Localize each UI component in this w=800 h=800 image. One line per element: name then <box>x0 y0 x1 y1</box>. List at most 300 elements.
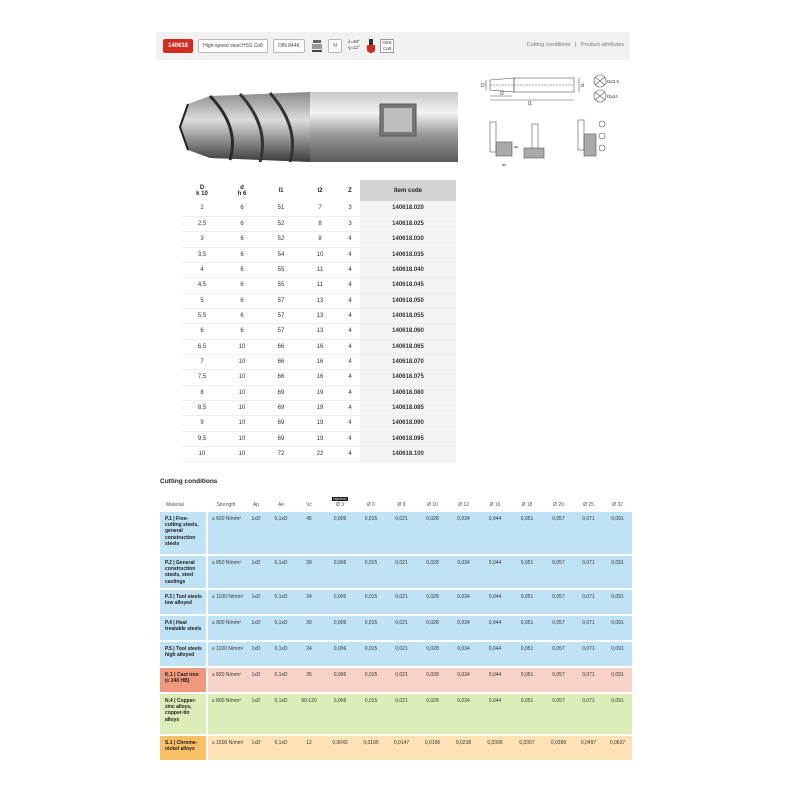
cutting-header-label: Ø 25 <box>583 502 594 508</box>
cutting-header-label: Ø 12 <box>458 502 469 508</box>
feed-value-cell: 0,006 <box>324 510 356 554</box>
feed-value-cell: 0,044 <box>479 666 511 692</box>
feed-value-cell: 0,051 <box>511 692 543 734</box>
feed-value-cell: 0,015 <box>356 640 386 666</box>
item-row[interactable] <box>182 278 456 293</box>
feed-value-cell: 0,0357 <box>511 734 543 760</box>
item-code-cell[interactable]: 140618.050 <box>360 293 456 308</box>
ae-cell: 0,1xD <box>268 510 294 554</box>
cutting-header-cell <box>417 492 448 510</box>
item-row[interactable] <box>182 370 456 385</box>
feed-value-cell: 0,028 <box>417 692 448 734</box>
vc-cell: 45 <box>294 510 324 554</box>
feed-value-cell: 0,051 <box>511 510 543 554</box>
feed-value-cell: 0,0105 <box>356 734 386 760</box>
item-cell: 66 <box>262 354 300 369</box>
item-code-cell[interactable]: 140618.065 <box>360 339 456 354</box>
item-cell: 4 <box>340 293 360 308</box>
cutting-header-cell <box>324 492 356 510</box>
cutting-header-cell <box>448 492 479 510</box>
large-diameter-label: D≥24 <box>607 94 618 99</box>
cutting-header-label: Material <box>166 502 184 508</box>
ap-cell: 1xD <box>244 734 268 760</box>
feed-value-cell: 0,071 <box>574 588 603 614</box>
cutting-conditions-title: Cutting conditions <box>160 478 218 485</box>
item-cell: 3 <box>182 232 222 247</box>
item-cell: 10 <box>300 247 340 262</box>
item-cell: 4 <box>340 339 360 354</box>
cutting-header-cell <box>479 492 511 510</box>
strength-cell: ≤ 800 N/mm² <box>208 692 244 734</box>
item-cell: 10 <box>222 400 262 415</box>
end-mill-image <box>170 82 460 177</box>
item-cell: 4 <box>340 400 360 415</box>
feed-value-cell: 0,0497 <box>574 734 603 760</box>
item-cell: 8,5 <box>182 400 222 415</box>
ap-cell: 1xD <box>244 554 268 588</box>
material-cell: P.3 | Tool steels low alloyed <box>160 588 208 614</box>
col-l1: l1 <box>278 187 284 194</box>
feed-value-cell: 0,028 <box>417 640 448 666</box>
feed-value-cell: 0,006 <box>324 614 356 640</box>
item-code-cell[interactable]: 140618.060 <box>360 324 456 339</box>
feed-value-cell: 0,021 <box>386 692 417 734</box>
ap-cell: 1xD <box>244 510 268 554</box>
feed-value-cell: 0,034 <box>448 554 479 588</box>
feed-value-cell: 0,091 <box>603 588 632 614</box>
cutting-header-label: Ae <box>277 502 285 508</box>
vc-cell: 35 <box>294 666 324 692</box>
item-cell: 4,5 <box>182 278 222 293</box>
ae-cell: 0,1xD <box>268 734 294 760</box>
cutting-header-label: Ø 20 <box>553 502 564 508</box>
item-cell: 2 <box>182 201 222 216</box>
item-cell: 2,5 <box>182 216 222 231</box>
ae-cell: 0,1xD <box>268 640 294 666</box>
item-cell: 11 <box>300 278 340 293</box>
item-cell: 6,5 <box>182 339 222 354</box>
item-row[interactable] <box>182 354 456 369</box>
cutting-header-label: Ap <box>252 502 260 508</box>
item-cell: 16 <box>300 354 340 369</box>
item-cell: 4 <box>340 354 360 369</box>
end-mill-type-icon <box>366 39 376 53</box>
item-row[interactable] <box>182 293 456 308</box>
item-cell: 51 <box>262 201 300 216</box>
item-cell: 16 <box>300 370 340 385</box>
item-cell: 19 <box>300 400 340 415</box>
item-code-cell[interactable]: 140618.025 <box>360 216 456 231</box>
feed-value-cell: 0,0042 <box>324 734 356 760</box>
item-cell: 66 <box>262 339 300 354</box>
feed-value-cell: 0,044 <box>479 510 511 554</box>
strength-cell: ≤ 1100 N/mm² <box>208 588 244 614</box>
feed-value-cell: 0,044 <box>479 640 511 666</box>
material-cell: P.2 | General construction steels, steel castings <box>160 554 208 588</box>
item-code-cell[interactable]: 140618.030 <box>360 232 456 247</box>
item-cell: 6 <box>182 324 222 339</box>
item-cell: 9 <box>182 416 222 431</box>
item-cell: 13 <box>300 324 340 339</box>
strength-cell: ≤ 1100 N/mm² <box>208 640 244 666</box>
col-D: D k 10 <box>196 184 208 197</box>
cutting-conditions-table <box>160 492 632 760</box>
feed-value-cell: 0,034 <box>448 614 479 640</box>
item-row[interactable] <box>182 247 456 262</box>
ae-cell: 0,1xD <box>268 614 294 640</box>
material-cell: P.4 | Heat treatable steels <box>160 614 208 640</box>
item-code-cell[interactable]: 140618.040 <box>360 262 456 277</box>
cutting-header-cell <box>543 492 574 510</box>
feed-value-cell: 0,006 <box>324 554 356 588</box>
ap-cell: 1xD <box>244 640 268 666</box>
item-cell: 57 <box>262 308 300 323</box>
feed-value-cell: 0,044 <box>479 588 511 614</box>
cutting-row <box>160 554 632 588</box>
cutting-header-label: Ø 3 <box>335 502 345 508</box>
item-cell: 5 <box>182 293 222 308</box>
item-row[interactable] <box>182 431 456 446</box>
feed-value-cell: 0,0196 <box>417 734 448 760</box>
feed-value-cell: 0,021 <box>386 640 417 666</box>
feed-value-cell: 0,044 <box>479 692 511 734</box>
feed-value-cell: 0,034 <box>448 692 479 734</box>
feed-value-cell: 0,015 <box>356 666 386 692</box>
item-code-cell[interactable]: 140618.070 <box>360 354 456 369</box>
cutting-header-label: Ø 16 <box>489 502 501 508</box>
item-cell: 11 <box>300 262 340 277</box>
feed-value-cell: 0,015 <box>356 554 386 588</box>
col-l2: l2 <box>317 187 323 194</box>
feed-value-cell: 0,057 <box>543 692 574 734</box>
item-cell: 6 <box>222 324 262 339</box>
item-code-cell[interactable]: 140618.100 <box>360 447 456 462</box>
cutting-header-label: Ø 32 <box>612 502 623 508</box>
item-code-cell[interactable]: 140618.020 <box>360 201 456 216</box>
item-cell: 6 <box>222 216 262 231</box>
ap-cell: 1xD <box>244 614 268 640</box>
item-cell: 6 <box>222 262 262 277</box>
ap-label: ap <box>514 144 519 149</box>
item-cell: 4 <box>182 262 222 277</box>
item-cell: 22 <box>300 447 340 462</box>
feed-value-cell: 0,034 <box>448 640 479 666</box>
item-cell: 4 <box>340 324 360 339</box>
item-row[interactable] <box>182 339 456 354</box>
item-cell: 4 <box>340 247 360 262</box>
hss-label: HSS <box>382 40 392 45</box>
feed-value-cell: 0,006 <box>324 588 356 614</box>
item-cell: 10 <box>222 385 262 400</box>
standard-pill: DIN 844K <box>273 39 305 53</box>
cutting-header-cell <box>603 492 632 510</box>
cutting-row <box>160 692 632 734</box>
cutting-header-cell <box>294 492 324 510</box>
cutting-header-label: Ø 6 <box>366 502 376 508</box>
item-cell: 54 <box>262 247 300 262</box>
cutting-row <box>160 640 632 666</box>
cutting-header-cell <box>244 492 268 510</box>
l2-label: l2 <box>500 91 504 97</box>
feed-value-cell: 0,028 <box>417 510 448 554</box>
item-table-header <box>182 180 456 201</box>
item-code-cell[interactable]: 140618.045 <box>360 278 456 293</box>
feed-value-cell: 0,028 <box>417 588 448 614</box>
item-cell: 8 <box>182 385 222 400</box>
item-cell: 7 <box>300 201 340 216</box>
ap-cell: 1xD <box>244 588 268 614</box>
cutting-conditions-link[interactable]: Cutting conditions <box>526 42 571 48</box>
feed-value-cell: 0,071 <box>574 614 603 640</box>
feed-value-cell: 0,034 <box>448 510 479 554</box>
item-cell: 4 <box>340 385 360 400</box>
item-code-cell[interactable]: 140618.075 <box>360 370 456 385</box>
item-cell: 4 <box>340 278 360 293</box>
item-row[interactable] <box>182 447 456 462</box>
feed-value-cell: 0,091 <box>603 614 632 640</box>
item-cell: 72 <box>262 447 300 462</box>
cutting-table-header <box>160 492 632 510</box>
vc-cell: 90-120 <box>294 692 324 734</box>
item-code-cell[interactable]: 140618.035 <box>360 247 456 262</box>
feed-value-cell: 0,051 <box>511 640 543 666</box>
header-links <box>527 42 624 48</box>
item-cell: 7 <box>182 354 222 369</box>
item-cell: 10 <box>222 339 262 354</box>
helix-angle-icon <box>345 39 363 53</box>
item-cell: 10 <box>182 447 222 462</box>
feed-value-cell: 0,044 <box>479 554 511 588</box>
technical-drawings <box>478 74 638 179</box>
ae-label: ae <box>502 162 507 167</box>
feed-value-cell: 0,021 <box>386 554 417 588</box>
material-cell: S.1 | Chrome-nickel alloys <box>160 734 208 760</box>
item-cell: 13 <box>300 293 340 308</box>
feed-value-cell: 0,051 <box>511 554 543 588</box>
feed-value-cell: 0,015 <box>356 588 386 614</box>
material-cell: N.4 | Copper-zinc alloys, copper-tin alloys <box>160 692 208 734</box>
cutting-header-cell <box>208 492 244 510</box>
feed-value-cell: 0,015 <box>356 692 386 734</box>
cutting-header-cell <box>574 492 603 510</box>
item-row[interactable] <box>182 216 456 231</box>
item-cell: 69 <box>262 385 300 400</box>
ap-cell: 1xD <box>244 692 268 734</box>
item-row[interactable] <box>182 308 456 323</box>
item-code-cell[interactable]: 140618.080 <box>360 385 456 400</box>
co8-label: Co8 <box>382 46 392 51</box>
col-Z: Z <box>348 187 352 194</box>
item-cell: 52 <box>262 232 300 247</box>
material-cell: K.1 | Cast iron (≤ 240 HB) <box>160 666 208 692</box>
vc-cell: 24 <box>294 588 324 614</box>
link-separator: | <box>574 42 577 48</box>
item-cell: 9,5 <box>182 431 222 446</box>
item-cell: 16 <box>300 339 340 354</box>
item-cell: 10 <box>222 416 262 431</box>
ae-cell: 0,1xD <box>268 554 294 588</box>
feed-value-cell: 0,091 <box>603 692 632 734</box>
item-cell: 4 <box>340 416 360 431</box>
item-cell: 10 <box>222 447 262 462</box>
cutting-header-label: Strength <box>216 502 236 508</box>
feed-value-cell: 0,021 <box>386 510 417 554</box>
col-item-code: Item code <box>360 180 456 201</box>
item-code-cell[interactable]: 140618.055 <box>360 308 456 323</box>
item-row[interactable] <box>182 324 456 339</box>
feed-value-cell: 0,0399 <box>543 734 574 760</box>
cutting-row <box>160 666 632 692</box>
product-attributes-link[interactable]: Product attributes <box>580 42 624 48</box>
strength-cell: ≤ 820 N/mm² <box>208 666 244 692</box>
item-cell: 7,5 <box>182 370 222 385</box>
ae-cell: 0,1xD <box>268 588 294 614</box>
feed-per-tooth-badge: fz[mm/z] <box>333 497 347 501</box>
item-cell: 52 <box>262 216 300 231</box>
helix-angle-label: λ=48° <box>348 39 360 44</box>
item-table <box>182 180 456 462</box>
strength-cell: ≤ 850 N/mm² <box>208 554 244 588</box>
feed-value-cell: 0,057 <box>543 588 574 614</box>
item-cell: 8 <box>300 216 340 231</box>
item-row[interactable] <box>182 232 456 247</box>
feed-value-cell: 0,057 <box>543 614 574 640</box>
feed-value-cell: 0,071 <box>574 666 603 692</box>
ae-cell: 0,1xD <box>268 692 294 734</box>
cutting-header-label: Ø 10 <box>427 502 438 508</box>
feed-value-cell: 0,0308 <box>479 734 511 760</box>
feed-value-cell: 0,034 <box>448 588 479 614</box>
item-cell: 55 <box>262 262 300 277</box>
item-cell: 10 <box>222 354 262 369</box>
item-cell: 4 <box>340 431 360 446</box>
item-cell: 6 <box>222 278 262 293</box>
ae-cell: 0,1xD <box>268 666 294 692</box>
cutting-header-cell <box>356 492 386 510</box>
feed-value-cell: 0,044 <box>479 614 511 640</box>
cutting-header-cell <box>386 492 417 510</box>
feed-value-cell: 0,015 <box>356 510 386 554</box>
diameter-D-label: D <box>481 83 485 89</box>
item-cell: 8 <box>300 232 340 247</box>
item-code-cell[interactable]: 140618.090 <box>360 416 456 431</box>
item-cell: 6 <box>222 232 262 247</box>
item-row[interactable] <box>182 416 456 431</box>
item-cell: 66 <box>262 370 300 385</box>
feed-value-cell: 0,006 <box>324 640 356 666</box>
item-cell: 4 <box>340 447 360 462</box>
item-cell: 4 <box>340 232 360 247</box>
feed-value-cell: 0,034 <box>448 666 479 692</box>
item-cell: 69 <box>262 400 300 415</box>
feed-value-cell: 0,006 <box>324 692 356 734</box>
item-cell: 19 <box>300 416 340 431</box>
vc-cell: 39 <box>294 554 324 588</box>
item-cell: 10 <box>222 431 262 446</box>
feed-value-cell: 0,021 <box>386 588 417 614</box>
item-cell: 4 <box>340 262 360 277</box>
feed-value-cell: 0,071 <box>574 640 603 666</box>
item-cell: 3,5 <box>182 247 222 262</box>
cutting-row <box>160 614 632 640</box>
feed-value-cell: 0,071 <box>574 554 603 588</box>
ap-cell: 1xD <box>244 666 268 692</box>
item-cell: 57 <box>262 293 300 308</box>
item-cell: 55 <box>262 278 300 293</box>
item-cell: 57 <box>262 324 300 339</box>
product-code-badge: 140618 <box>163 39 193 53</box>
feed-value-cell: 0,057 <box>543 510 574 554</box>
vc-cell: 12 <box>294 734 324 760</box>
feed-value-cell: 0,051 <box>511 614 543 640</box>
item-row[interactable] <box>182 400 456 415</box>
feed-value-cell: 0,021 <box>386 614 417 640</box>
item-row[interactable] <box>182 262 456 277</box>
feed-value-cell: 0,091 <box>603 640 632 666</box>
feed-value-cell: 0,071 <box>574 510 603 554</box>
item-row[interactable] <box>182 201 456 216</box>
feed-value-cell: 0,057 <box>543 666 574 692</box>
rake-angle-label: γ=12° <box>348 45 360 50</box>
feed-value-cell: 0,015 <box>356 614 386 640</box>
feed-value-cell: 0,071 <box>574 692 603 734</box>
item-code-cell[interactable]: 140618.085 <box>360 400 456 415</box>
item-cell: 13 <box>300 308 340 323</box>
cutting-header-label: Vc <box>306 502 312 508</box>
item-cell: 6 <box>222 293 262 308</box>
item-cell: 19 <box>300 385 340 400</box>
feed-value-cell: 0,028 <box>417 554 448 588</box>
item-cell: 69 <box>262 416 300 431</box>
vc-cell: 24 <box>294 640 324 666</box>
cutting-row <box>160 734 632 760</box>
feed-value-cell: 0,028 <box>417 614 448 640</box>
cutting-header-cell <box>268 492 294 510</box>
feed-value-cell: 0,0147 <box>386 734 417 760</box>
col-d: d h 6 <box>237 184 247 197</box>
feed-value-cell: 0,091 <box>603 554 632 588</box>
item-cell: 6 <box>222 201 262 216</box>
strength-cell: ≤ 900 N/mm² <box>208 614 244 640</box>
feed-value-cell: 0,091 <box>603 666 632 692</box>
item-cell: 69 <box>262 431 300 446</box>
item-cell: 6 <box>222 247 262 262</box>
item-cell: 19 <box>300 431 340 446</box>
item-cell: 5,5 <box>182 308 222 323</box>
feed-value-cell: 0,006 <box>324 666 356 692</box>
small-diameter-label: D≤2,5 <box>607 79 619 84</box>
hss-co8-badge <box>380 39 394 53</box>
item-cell: 10 <box>222 370 262 385</box>
item-code-cell[interactable]: 140618.095 <box>360 431 456 446</box>
cutting-header-cell <box>511 492 543 510</box>
coated-shank-icon <box>310 39 324 53</box>
product-header-bar <box>156 32 630 60</box>
item-cell: 6 <box>222 308 262 323</box>
feed-value-cell: 0,091 <box>603 510 632 554</box>
item-row[interactable] <box>182 385 456 400</box>
feed-value-cell: 0,057 <box>543 554 574 588</box>
diameter-d-label: d <box>581 83 584 89</box>
item-cell: 4 <box>340 370 360 385</box>
feed-value-cell: 0,051 <box>511 666 543 692</box>
type-n-pill: N <box>328 39 342 53</box>
strength-cell: ≤ 1500 N/mm² <box>208 734 244 760</box>
feed-value-cell: 0,051 <box>511 588 543 614</box>
cutting-row <box>160 588 632 614</box>
feed-value-cell: 0,021 <box>386 666 417 692</box>
item-cell: 3 <box>340 201 360 216</box>
